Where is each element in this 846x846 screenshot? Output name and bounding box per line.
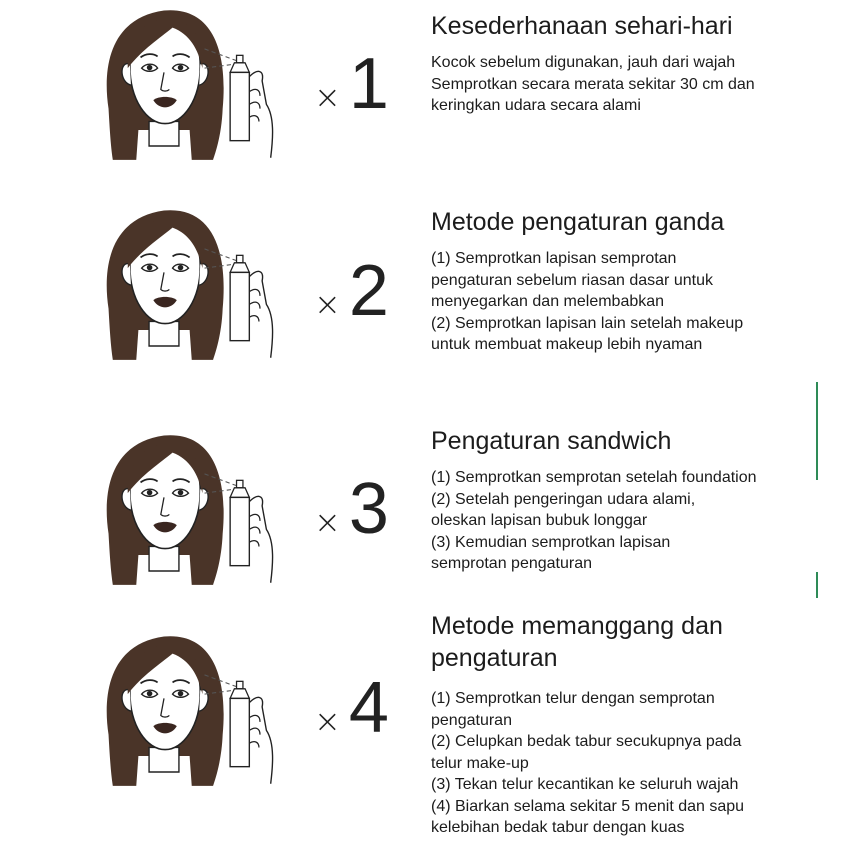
step-line: (1) Semprotkan telur dengan semprotan [431,690,715,707]
woman-spraying-face-illustration [100,427,290,587]
step-line: pengaturan [431,711,512,729]
step-line: keringkan udara secara alami [431,97,641,114]
step-title: Kesederhanaan sehari-hari [431,12,733,40]
step-line: menyegarkan dan melembabkan [431,293,665,310]
multiply-sign: × [314,702,341,740]
step-line: telur make-up [431,754,529,772]
step-line: semprotan pengaturan [431,555,592,572]
decorative-divider [816,572,818,598]
step-line: oleskan lapisan bubuk longgar [431,512,648,529]
step-line: Kocok sebelum digunakan, jauh dari wajah [431,54,736,71]
step-line: kelebihan bedak tabur dengan kuas [431,819,685,836]
step-line: (3) Kemudian semprotkan lapisan [431,533,671,551]
step-text [431,610,831,839]
step-title: Metode pengaturan ganda [431,208,725,236]
step-text [431,425,831,575]
step-line: (1) Semprotkan semprotan setelah foundation [431,469,757,486]
step-count [314,44,389,124]
step-title: Metode memanggang dan [431,612,723,640]
woman-spraying-face-illustration [100,202,290,362]
woman-spraying-face-illustration [100,628,290,788]
step-line: (3) Tekan telur kecantikan ke seluruh wajah [431,776,739,793]
step-text [431,10,831,117]
step-number: 4 [348,668,389,748]
step-number: 2 [348,251,389,331]
step-line: (2) Celupkan bedak tabur secukupnya pada [431,733,742,750]
multiply-sign: × [314,503,341,541]
step-count [314,668,389,748]
step-count [314,469,389,549]
multiply-sign: × [314,285,341,323]
step-number: 1 [348,44,389,124]
step-line: (2) Semprotkan lapisan lain setelah makeup [431,314,744,332]
step-line: untuk membuat makeup lebih nyaman [431,336,703,353]
step-text [431,206,831,356]
step-line: pengaturan sebelum riasan dasar untuk [431,271,713,289]
woman-spraying-face-illustration [100,2,290,162]
step-title: pengaturan [431,644,558,672]
step-count [314,251,389,331]
step-line: (4) Biarkan selama sekitar 5 menit dan sapu [431,797,745,815]
decorative-divider [816,382,818,480]
step-title: Pengaturan sandwich [431,427,672,455]
multiply-sign: × [314,78,341,116]
step-line: (1) Semprotkan lapisan semprotan [431,250,677,267]
step-line: Semprotkan secara merata sekitar 30 cm dan [431,75,755,93]
step-line: (2) Setelah pengeringan udara alami, [431,490,696,508]
step-number: 3 [348,469,389,549]
